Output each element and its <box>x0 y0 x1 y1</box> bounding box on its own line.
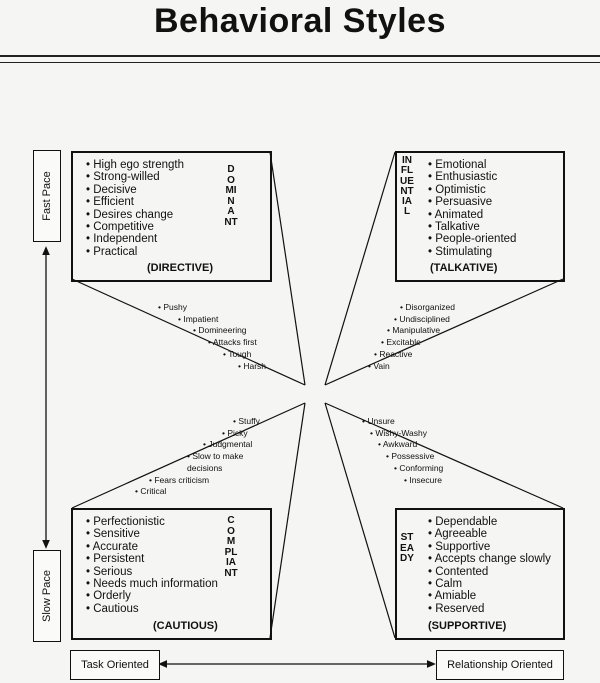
excess-item: • Excitable <box>381 337 437 349</box>
excess-item: • Attacks first <box>208 337 262 349</box>
dominant-excess <box>158 302 267 372</box>
trait-item: • Strong-willed <box>86 171 184 183</box>
excess-item: • Vain <box>368 361 424 373</box>
trait-item: • Emotional <box>428 159 516 171</box>
task-oriented-label: Task Oriented <box>81 659 149 671</box>
trait-item: • Persuasive <box>428 196 516 208</box>
trait-item: • Independent <box>86 233 184 245</box>
trait-item: • Orderly <box>86 590 218 602</box>
excess-item: • Undisciplined <box>394 314 450 326</box>
relationship-oriented-label: Relationship Oriented <box>447 659 553 671</box>
excess-item: • Unsure <box>362 416 419 428</box>
steady-traits <box>428 516 551 615</box>
compliant-excess <box>135 416 260 498</box>
trait-item: • Competitive <box>86 221 184 233</box>
excess-item: • Domineering <box>193 325 247 337</box>
slow-pace-box <box>33 550 61 642</box>
compliant-vertical-label: COMPLIANT <box>224 515 238 579</box>
fast-pace-label: Fast Pace <box>41 171 53 221</box>
trait-item: • Persistent <box>86 553 218 565</box>
trait-item: • High ego strength <box>86 159 184 171</box>
excess-item: • Possessive <box>386 451 443 463</box>
excess-item: • Wishy-Washy <box>370 428 427 440</box>
trait-item: • Reserved <box>428 603 551 615</box>
influential-vertical-label: INFLUENTIAL <box>400 155 414 218</box>
excess-item: • Conforming <box>394 463 451 475</box>
trait-item: • People-oriented <box>428 233 516 245</box>
slow-pace-label: Slow Pace <box>41 570 54 622</box>
excess-item: • Harsh <box>238 361 292 373</box>
influential-traits <box>428 159 516 258</box>
excess-item: • Impatient <box>178 314 232 326</box>
trait-item: • Calm <box>428 578 551 590</box>
steady-excess <box>362 416 444 486</box>
trait-item: • Agreeable <box>428 528 551 540</box>
excess-item: • Slow to make decisions <box>187 451 259 474</box>
trait-item: • Supportive <box>428 541 551 553</box>
trait-item: • Dependable <box>428 516 551 528</box>
excess-item: • Tough <box>223 349 277 361</box>
trait-item: • Animated <box>428 209 516 221</box>
excess-item: • Critical <box>135 486 207 498</box>
trait-item: • Decisive <box>86 184 184 196</box>
excess-item: • Judgmental <box>203 439 275 451</box>
excess-item: • Picky <box>222 428 294 440</box>
compliant-style-label: (CAUTIOUS) <box>153 620 218 632</box>
influential-excess <box>368 302 455 372</box>
trait-item: • Amiable <box>428 590 551 602</box>
relationship-oriented-box <box>436 650 564 680</box>
excess-item: • Pushy <box>158 302 212 314</box>
trait-item: • Stimulating <box>428 246 516 258</box>
trait-item: • Accepts change slowly <box>428 553 551 565</box>
excess-item: • Manipulative <box>387 325 443 337</box>
trait-item: • Contented <box>428 566 551 578</box>
excess-item: • Awkward <box>378 439 435 451</box>
excess-item: • Reactive <box>374 349 430 361</box>
excess-item: • Insecure <box>404 475 461 487</box>
dominant-style-label: (DIRECTIVE) <box>147 262 213 274</box>
page-title: Behavioral Styles <box>154 2 446 40</box>
excess-item: • Stuffy <box>233 416 305 428</box>
dominant-traits <box>86 159 184 258</box>
excess-item: • Disorganized <box>400 302 456 314</box>
excess-item: • Fears criticism <box>149 475 221 487</box>
task-oriented-box <box>70 650 160 680</box>
trait-item: • Perfectionistic <box>86 516 218 528</box>
compliant-traits <box>86 516 218 615</box>
trait-item: • Talkative <box>428 221 516 233</box>
trait-item: • Cautious <box>86 603 218 615</box>
steady-vertical-label: STEADY <box>400 532 414 565</box>
fast-pace-box <box>33 150 61 242</box>
trait-item: • Efficient <box>86 196 184 208</box>
influential-style-label: (TALKATIVE) <box>430 262 498 274</box>
trait-item: • Needs much information <box>86 578 218 590</box>
trait-item: • Enthusiastic <box>428 171 516 183</box>
trait-item: • Optimistic <box>428 184 516 196</box>
trait-item: • Serious <box>86 566 218 578</box>
dominant-vertical-label: DOMINANT <box>224 164 238 228</box>
trait-item: • Sensitive <box>86 528 218 540</box>
trait-item: • Practical <box>86 246 184 258</box>
trait-item: • Accurate <box>86 541 218 553</box>
steady-style-label: (SUPPORTIVE) <box>428 620 507 632</box>
trait-item: • Desires change <box>86 209 184 221</box>
